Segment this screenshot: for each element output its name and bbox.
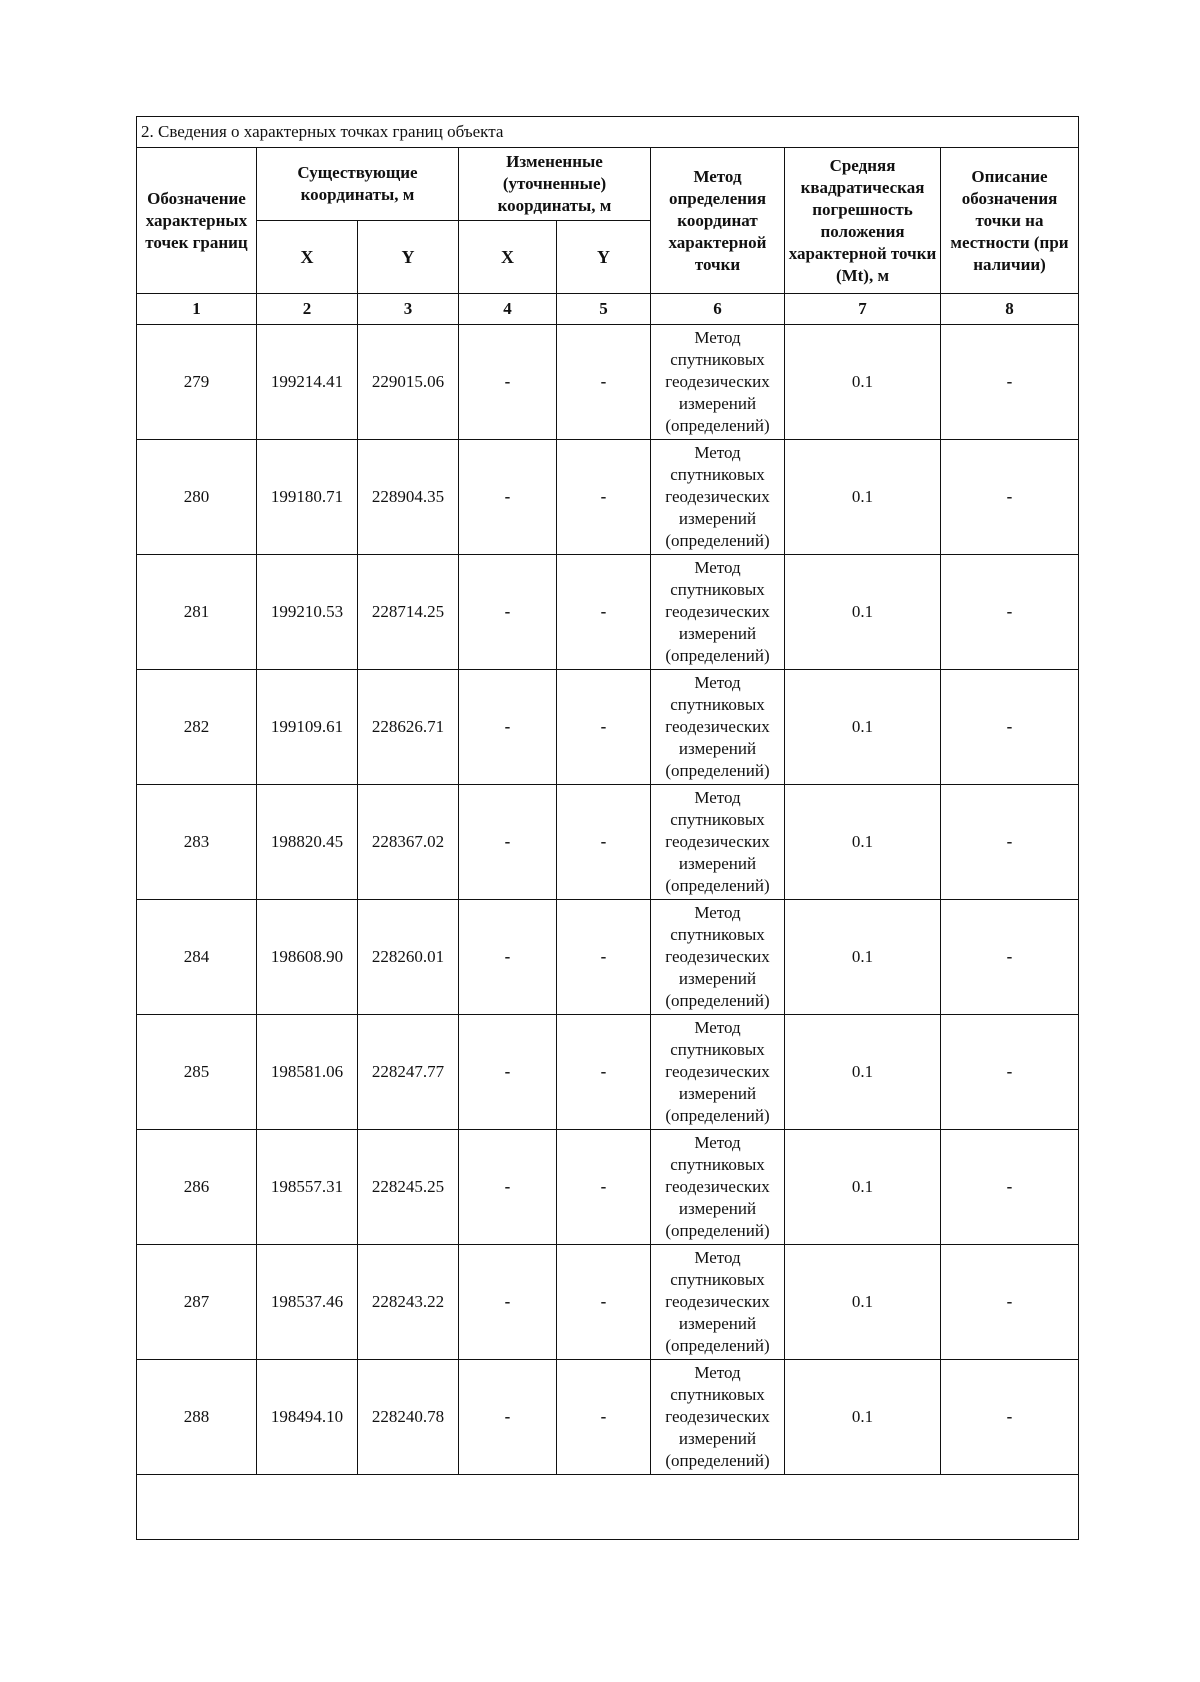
point-number: 286: [137, 1130, 257, 1245]
mt-value: 0.1: [785, 1245, 941, 1360]
mt-value: 0.1: [785, 1130, 941, 1245]
mt-value: 0.1: [785, 900, 941, 1015]
changed-y-value: -: [557, 1130, 651, 1245]
header-changed-x: X: [459, 221, 557, 294]
mt-value: 0.1: [785, 1015, 941, 1130]
boundary-points-table-frame: [136, 116, 1078, 1540]
changed-x-value: -: [459, 785, 557, 900]
point-number: 284: [137, 900, 257, 1015]
changed-x-value: -: [459, 900, 557, 1015]
column-number: 5: [557, 294, 651, 325]
point-number: 282: [137, 670, 257, 785]
existing-x-value: 199210.53: [257, 555, 358, 670]
method-value: Метод спутниковых геодезических измерений (определений): [651, 1130, 785, 1245]
point-number: 280: [137, 440, 257, 555]
header-method: Метод определения координат характерной точки: [651, 148, 785, 294]
method-value: Метод спутниковых геодезических измерений (определений): [651, 440, 785, 555]
changed-y-value: -: [557, 1245, 651, 1360]
changed-y-value: -: [557, 440, 651, 555]
column-number: 2: [257, 294, 358, 325]
description-value: -: [941, 785, 1079, 900]
changed-y-value: -: [557, 325, 651, 440]
changed-y-value: -: [557, 1015, 651, 1130]
mt-value: 0.1: [785, 670, 941, 785]
description-value: -: [941, 555, 1079, 670]
table-row: [137, 325, 1079, 440]
table-row: [137, 1015, 1079, 1130]
point-number: 279: [137, 325, 257, 440]
existing-y-value: 228247.77: [358, 1015, 459, 1130]
changed-x-value: -: [459, 440, 557, 555]
changed-x-value: -: [459, 1130, 557, 1245]
changed-x-value: -: [459, 1245, 557, 1360]
existing-x-value: 198537.46: [257, 1245, 358, 1360]
changed-x-value: -: [459, 325, 557, 440]
mt-value: 0.1: [785, 440, 941, 555]
existing-x-value: 198557.31: [257, 1130, 358, 1245]
header-changed-y: Y: [557, 221, 651, 294]
mt-value: 0.1: [785, 555, 941, 670]
existing-x-value: 199180.71: [257, 440, 358, 555]
column-number: 7: [785, 294, 941, 325]
method-value: Метод спутниковых геодезических измерений (определений): [651, 555, 785, 670]
description-value: -: [941, 440, 1079, 555]
existing-y-value: 228626.71: [358, 670, 459, 785]
column-number: 1: [137, 294, 257, 325]
existing-x-value: 198494.10: [257, 1360, 358, 1475]
method-value: Метод спутниковых геодезических измерений (определений): [651, 325, 785, 440]
changed-x-value: -: [459, 1360, 557, 1475]
existing-y-value: 228904.35: [358, 440, 459, 555]
existing-x-value: 199109.61: [257, 670, 358, 785]
section-title: 2. Сведения о характерных точках границ объекта: [137, 117, 1079, 148]
boundary-points-table: [136, 116, 1079, 1540]
changed-y-value: -: [557, 785, 651, 900]
existing-y-value: 228714.25: [358, 555, 459, 670]
table-row: [137, 555, 1079, 670]
description-value: -: [941, 900, 1079, 1015]
table-row: [137, 1360, 1079, 1475]
description-value: -: [941, 1015, 1079, 1130]
existing-y-value: 228260.01: [358, 900, 459, 1015]
description-value: -: [941, 325, 1079, 440]
header-point-designation: Обозначение характерных точек границ: [137, 148, 257, 294]
header-existing-y: Y: [358, 221, 459, 294]
existing-y-value: 228367.02: [358, 785, 459, 900]
mt-value: 0.1: [785, 785, 941, 900]
table-row: [137, 440, 1079, 555]
header-point-description: Описание обозначения точки на местности (при наличии): [941, 148, 1079, 294]
existing-y-value: 229015.06: [358, 325, 459, 440]
description-value: -: [941, 1245, 1079, 1360]
existing-y-value: 228245.25: [358, 1130, 459, 1245]
changed-y-value: -: [557, 555, 651, 670]
point-number: 287: [137, 1245, 257, 1360]
empty-footer-row: [137, 1475, 1079, 1540]
method-value: Метод спутниковых геодезических измерений (определений): [651, 670, 785, 785]
mt-value: 0.1: [785, 1360, 941, 1475]
header-changed-coordinates: Измененные (уточненные) координаты, м: [459, 148, 651, 221]
mt-value: 0.1: [785, 325, 941, 440]
method-value: Метод спутниковых геодезических измерений (определений): [651, 1245, 785, 1360]
point-number: 281: [137, 555, 257, 670]
method-value: Метод спутниковых геодезических измерений (определений): [651, 900, 785, 1015]
column-number: 8: [941, 294, 1079, 325]
method-value: Метод спутниковых геодезических измерений (определений): [651, 1015, 785, 1130]
table-row: [137, 670, 1079, 785]
existing-x-value: 199214.41: [257, 325, 358, 440]
existing-x-value: 198820.45: [257, 785, 358, 900]
changed-y-value: -: [557, 1360, 651, 1475]
point-number: 285: [137, 1015, 257, 1130]
description-value: -: [941, 670, 1079, 785]
description-value: -: [941, 1360, 1079, 1475]
existing-x-value: 198608.90: [257, 900, 358, 1015]
table-row: [137, 785, 1079, 900]
existing-y-value: 228243.22: [358, 1245, 459, 1360]
table-row: [137, 1245, 1079, 1360]
description-value: -: [941, 1130, 1079, 1245]
header-mean-square-error: Средняя квадратическая погрешность положения характерной точки (Mt), м: [785, 148, 941, 294]
table-body: [137, 325, 1079, 1475]
changed-y-value: -: [557, 900, 651, 1015]
changed-x-value: -: [459, 1015, 557, 1130]
header-existing-x: X: [257, 221, 358, 294]
changed-x-value: -: [459, 555, 557, 670]
table-row: [137, 1130, 1079, 1245]
changed-y-value: -: [557, 670, 651, 785]
point-number: 283: [137, 785, 257, 900]
column-number: 6: [651, 294, 785, 325]
changed-x-value: -: [459, 670, 557, 785]
method-value: Метод спутниковых геодезических измерений (определений): [651, 785, 785, 900]
point-number: 288: [137, 1360, 257, 1475]
table-row: [137, 900, 1079, 1015]
column-number: 3: [358, 294, 459, 325]
header-existing-coordinates: Существующие координаты, м: [257, 148, 459, 221]
column-number: 4: [459, 294, 557, 325]
existing-x-value: 198581.06: [257, 1015, 358, 1130]
existing-y-value: 228240.78: [358, 1360, 459, 1475]
method-value: Метод спутниковых геодезических измерений (определений): [651, 1360, 785, 1475]
